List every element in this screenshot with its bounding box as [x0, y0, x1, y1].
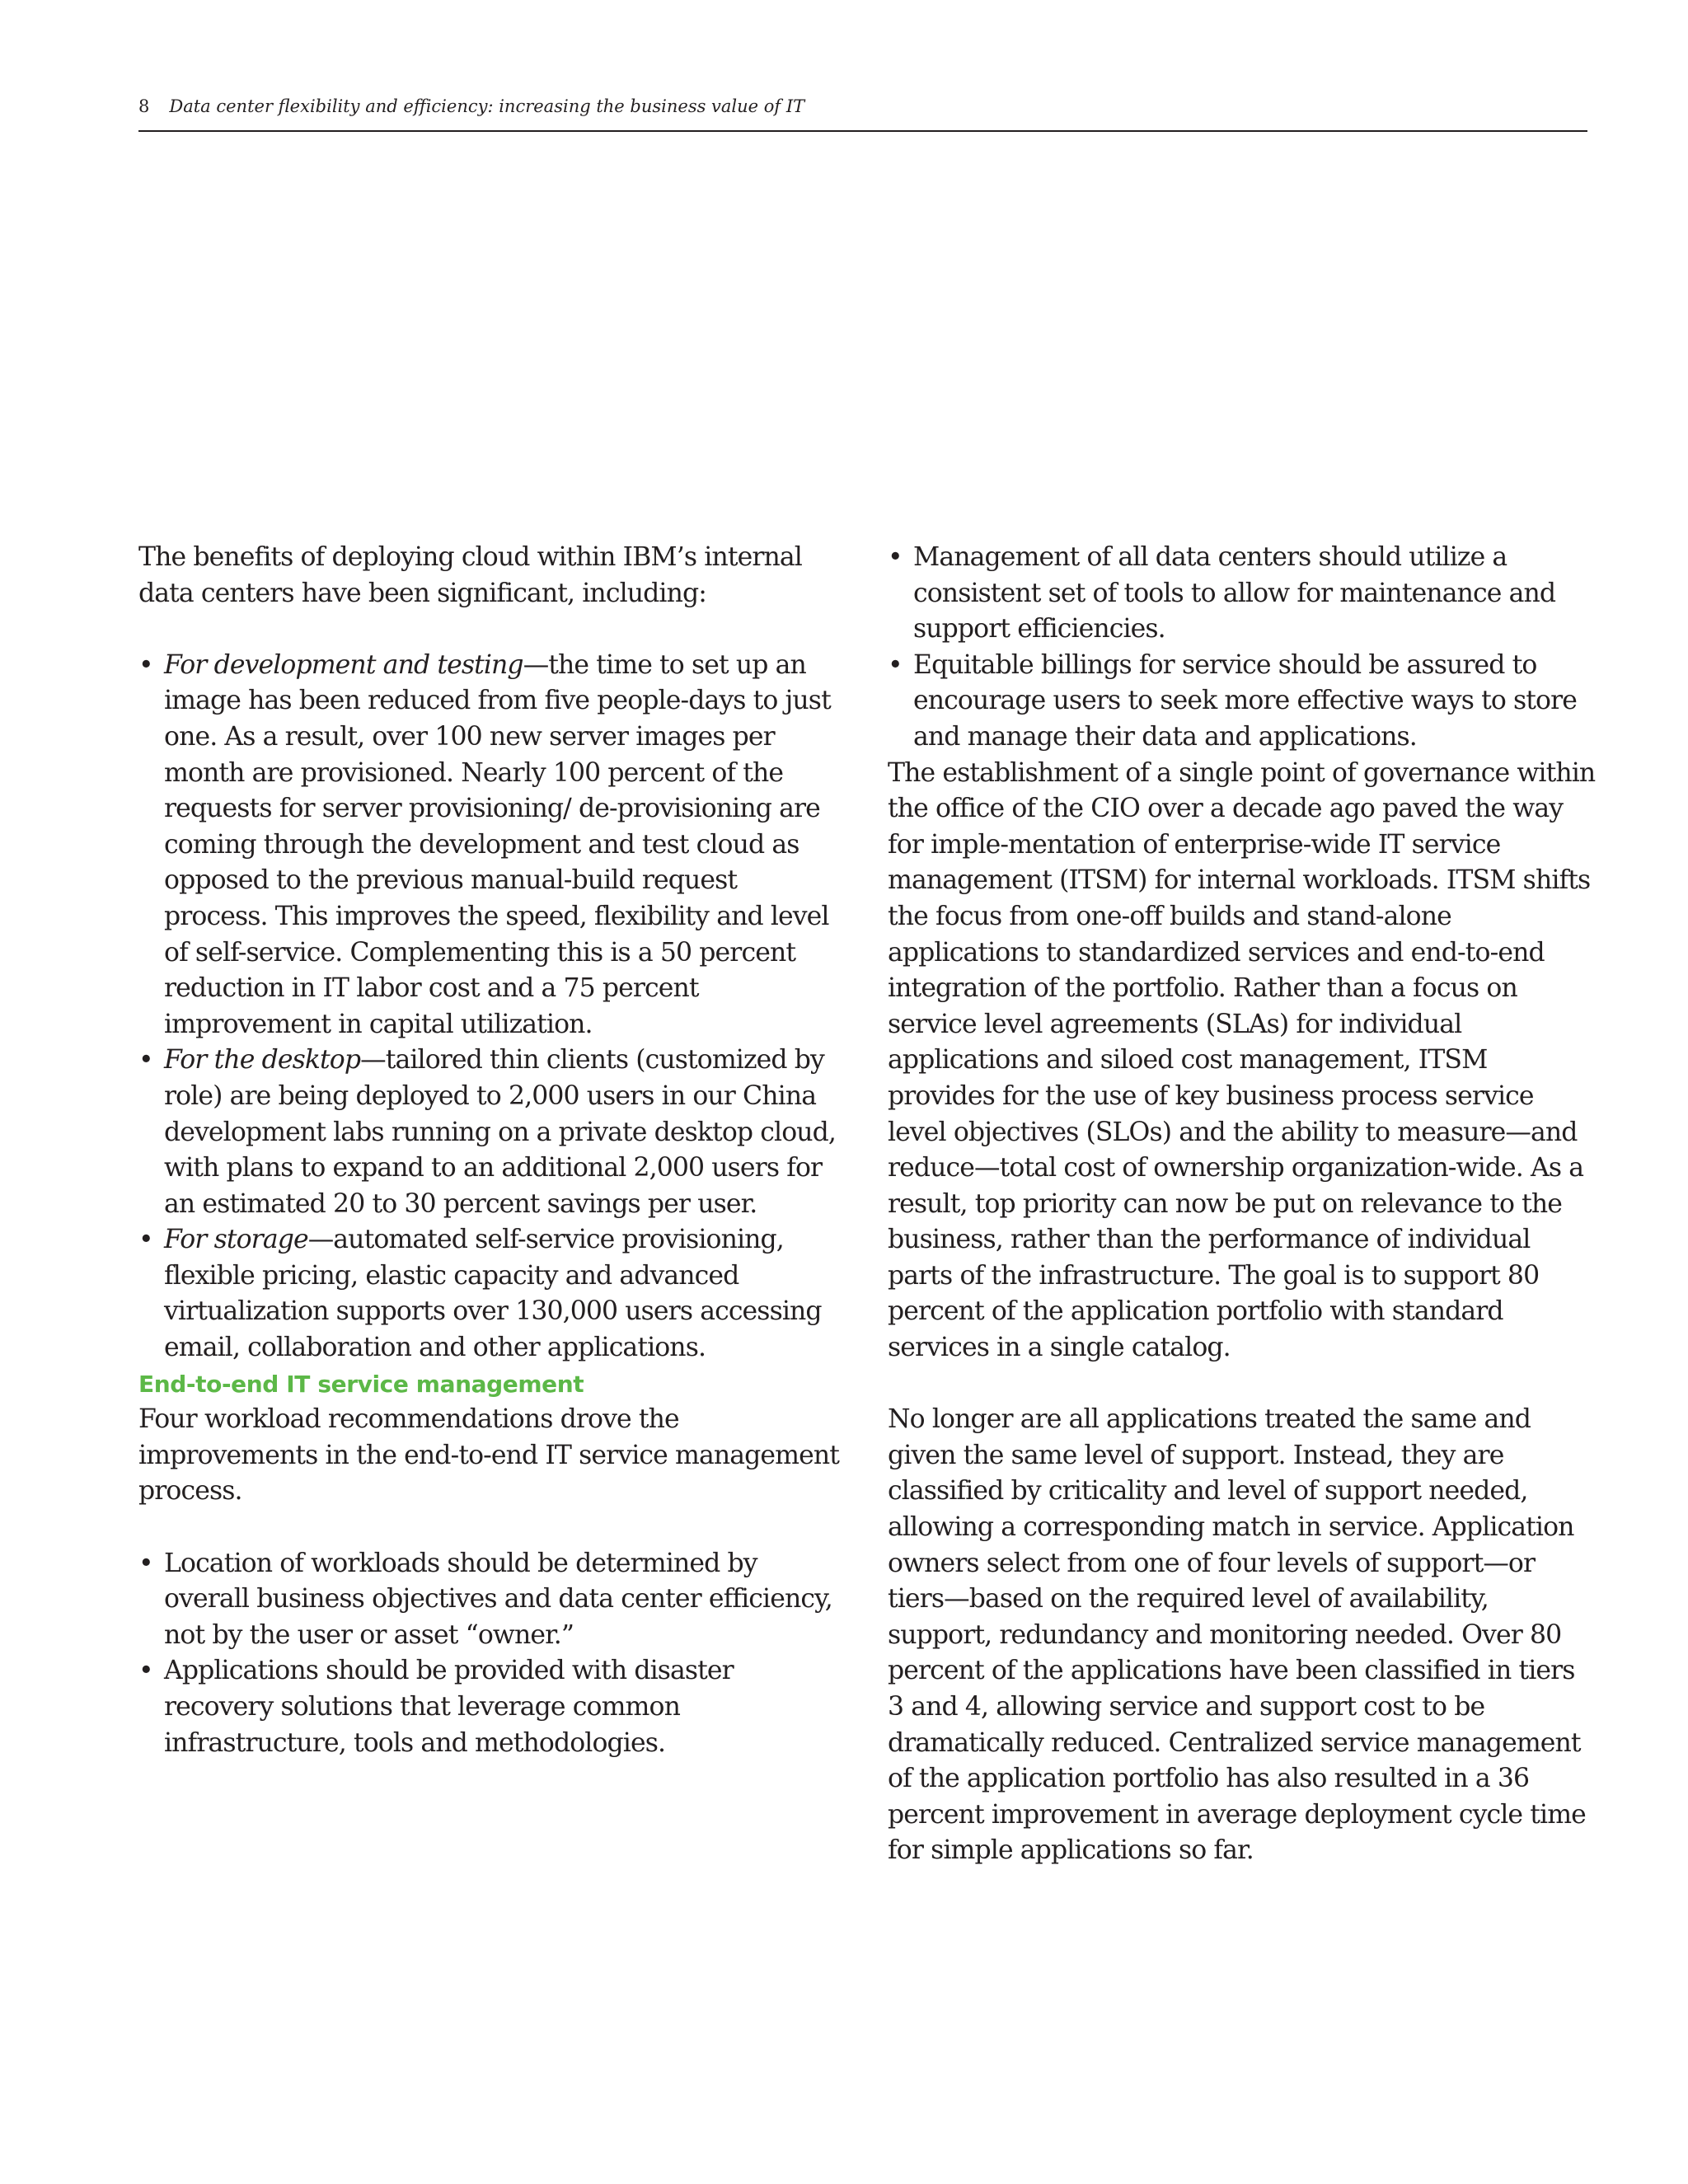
list-item — [138, 1546, 847, 1654]
list-item — [888, 648, 1597, 756]
benefits-list — [138, 648, 847, 1366]
benefits-intro: The benefits of deploying cloud within IBM’s internal data centers have been significant, including: — [138, 542, 802, 608]
page-number: 8 — [138, 96, 150, 116]
bullet-lead: For storage — [164, 1225, 308, 1255]
bullet-icon: • — [888, 649, 903, 680]
bullet-text: —automated self-service provisioning, flexible pricing, elastic capacity and advanced virtualization supports over 130,000 users accessing email, collaboration and other applications. — [164, 1225, 822, 1363]
list-item — [138, 1653, 847, 1761]
list-item — [138, 1043, 847, 1222]
bullet-text: Location of workloads should be determined by overall business objectives and data center efficiency, not by the user or asset “owner.” — [164, 1548, 832, 1650]
left-column — [138, 540, 847, 1761]
bullet-icon: • — [138, 1225, 153, 1255]
running-header — [138, 92, 1587, 132]
recommendations-list-continued — [888, 540, 1597, 756]
bullet-text: Applications should be provided with disaster recovery solutions that leverage common infrastructure, tools and methodologies. — [164, 1656, 734, 1758]
bullet-text: Management of all data centers should utilize a consistent set of tools to allow for maintenance and support efficiencies. — [913, 542, 1556, 644]
bullet-text: Equitable billings for service should be assured to encourage users to seek more effective ways to store and manage their data and applications. — [913, 649, 1578, 752]
list-item — [138, 648, 847, 1043]
recommendations-list — [138, 1546, 847, 1762]
bullet-lead: For the desktop — [164, 1045, 361, 1076]
bullet-text: —the time to set up an image has been reduced from five people-days to just one. As a result, over 100 new server images per month are provisioned. Nearly 100 percent of the requests for server provisioning/ de-provisioning are coming through the development and test cloud as opposed to the previous manual-build request process. This improves the speed, flexibility and level of self-service. Complementing this is a 50 percent reduction in IT labor cost and a 75 percent improvement in capital utilization. — [164, 649, 831, 1039]
bullet-text: —tailored thin clients (customized by role) are being deployed to 2,000 users in our China development labs running on a private desktop cloud, with plans to expand to an additional 2,000 users for an estimated 20 to 30 percent savings per user. — [164, 1045, 837, 1219]
list-item — [138, 1222, 847, 1366]
right-column — [888, 540, 1597, 1869]
bullet-icon: • — [138, 1548, 153, 1578]
bullet-icon: • — [138, 649, 153, 680]
tiers-paragraph: No longer are all applications treated the same and given the same level of support. Instead, they are classified by criticality and level of support needed, allowing a corresponding match in service. Application owners select from one of four levels of support—or tiers—based on the required level of availability, support, redundancy and monitoring needed. Over 80 percent of the applications have been classified in tiers 3 and 4, allowing service and support cost to be dramatically reduced. Centralized service management of the application portfolio has also resulted in a 36 percent improvement in average deployment cycle time for simple applications so far. — [888, 1404, 1586, 1866]
bullet-icon: • — [138, 1045, 153, 1076]
section-intro: Four workload recommendations drove the improvements in the end-to-end IT service management process. — [138, 1404, 839, 1507]
bullet-lead: For development and testing — [164, 649, 523, 680]
bullet-icon: • — [888, 542, 903, 572]
bullet-icon: • — [138, 1656, 153, 1686]
document-title: Data center flexibility and efficiency: increasing the business value of IT — [169, 96, 805, 116]
section-heading: End-to-end IT service management — [138, 1370, 584, 1398]
governance-paragraph: The establishment of a single point of governance within the office of the CIO over a decade ago paved the way for imple-mentation of enterprise-wide IT service management (ITSM) for internal workloads. ITSM shifts the focus from one-off builds and stand-alone applications to standardized services and end-to-end integration of the portfolio. Rather than a focus on service level agreements (SLAs) for individual applications and siloed cost management, ITSM provides for the use of key business process service level objectives (SLOs) and the ability to measure—and reduce—total cost of ownership organization-wide. As a result, top priority can now be put on relevance to the business, rather than the performance of individual parts of the infrastructure. The goal is to support 80 percent of the application portfolio with standard services in a single catalog. — [888, 757, 1596, 1363]
list-item — [888, 540, 1597, 648]
